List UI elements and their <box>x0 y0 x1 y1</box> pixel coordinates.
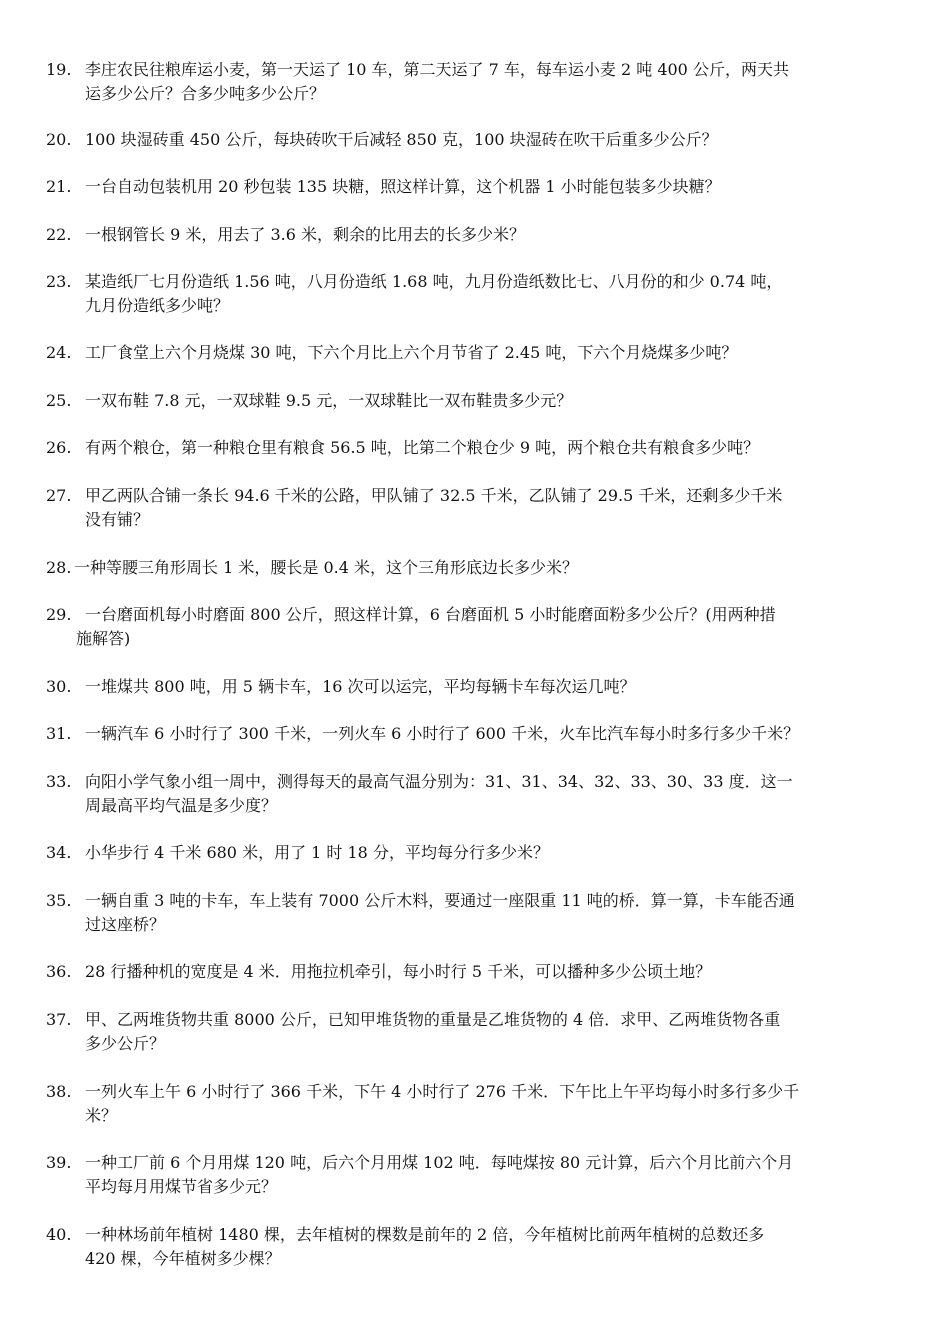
question-20 <box>46 128 906 152</box>
question-text: 一堆煤共 800 吨，用 5 辆卡车，16 次可以运完，平均每辆卡车每次运几吨？ <box>85 677 636 696</box>
question-24 <box>46 341 906 365</box>
question-text: 工厂食堂上六个月烧煤 30 吨，下六个月比上六个月节省了 2.45 吨，下六个月烧煤多少吨？ <box>85 343 738 362</box>
question-25 <box>46 389 906 413</box>
question-number: 29. <box>46 605 72 624</box>
question-text: 某造纸厂七月份造纸 1.56 吨，八月份造纸 1.68 吨，九月份造纸数比七、八月份的和少 0.74 吨， <box>85 272 783 291</box>
question-text: 李庄农民往粮库运小麦，第一天运了 10 车，第二天运了 7 车，每车运小麦 2 吨 400 公斤，两天共 <box>85 60 789 79</box>
question-number: 31. <box>46 724 72 743</box>
question-number: 24. <box>46 343 72 362</box>
question-text: 一种等腰三角形周长 1 米，腰长是 0.4 米，这个三角形底边长多少米？ <box>74 558 578 577</box>
question-text: 一台自动包装机用 20 秒包装 135 块糖，照这样计算，这个机器 1 小时能包装多少块糖？ <box>85 177 721 196</box>
question-text: 一辆汽车 6 小时行了 300 千米，一列火车 6 小时行了 600 千米，火车比汽车每小时多行多少千米？ <box>85 724 800 743</box>
question-text: 一根钢管长 9 米，用去了 3.6 米，剩余的比用去的长多少米？ <box>85 225 525 244</box>
question-text: 一双布鞋 7.8 元，一双球鞋 9.5 元，一双球鞋比一双布鞋贵多少元？ <box>85 391 573 410</box>
question-text: 平均每月用煤节省多少元？ <box>85 1177 278 1196</box>
question-number: 33. <box>46 772 72 791</box>
question-27 <box>46 484 906 532</box>
question-33 <box>46 770 906 818</box>
question-text: 一种林场前年植树 1480 棵，去年植树的棵数是前年的 2 倍，今年植树比前两年植树的总数还多 <box>85 1225 765 1244</box>
question-text: 过这座桥？ <box>85 915 166 934</box>
question-number: 25. <box>46 391 72 410</box>
question-text: 周最高平均气温是多少度？ <box>85 796 278 815</box>
question-36 <box>46 960 906 984</box>
question-38 <box>46 1080 906 1128</box>
question-31 <box>46 722 906 746</box>
question-number: 19. <box>46 60 72 79</box>
question-22 <box>46 223 906 247</box>
question-30 <box>46 675 906 699</box>
question-text: 九月份造纸多少吨？ <box>85 296 230 315</box>
question-number: 22. <box>46 225 72 244</box>
question-37 <box>46 1008 906 1056</box>
question-text: 一列火车上午 6 小时行了 366 千米，下午 4 小时行了 276 千米．下午比上午平均每小时多行多少千 <box>85 1082 800 1101</box>
question-28 <box>46 556 906 580</box>
question-19 <box>46 58 906 106</box>
question-number: 37. <box>46 1010 72 1029</box>
question-text: 一种工厂前 6 个月用煤 120 吨，后六个月用煤 102 吨．每吨煤按 80 元计算，后六个月比前六个月 <box>85 1153 794 1172</box>
question-number: 40. <box>46 1225 72 1244</box>
question-number: 30. <box>46 677 72 696</box>
question-number: 27. <box>46 486 72 505</box>
question-number: 21. <box>46 177 72 196</box>
question-text: 甲乙两队合铺一条长 94.6 千米的公路，甲队铺了 32.5 千米，乙队铺了 29.5 千米，还剩多少千米 <box>85 486 783 505</box>
question-number: 23. <box>46 272 72 291</box>
question-text: 100 块湿砖重 450 公斤，每块砖吹干后减轻 850 克，100 块湿砖在吹干后重多少公斤？ <box>85 130 718 149</box>
question-35 <box>46 889 906 937</box>
question-text: 小华步行 4 千米 680 米，用了 1 时 18 分，平均每分行多少米？ <box>85 843 549 862</box>
question-text: 没有铺？ <box>85 510 150 529</box>
question-number: 38. <box>46 1082 72 1101</box>
question-23 <box>46 270 906 318</box>
question-number: 34. <box>46 843 72 862</box>
question-29 <box>46 603 906 651</box>
question-number: 26. <box>46 438 72 457</box>
question-text: 运多少公斤？合多少吨多少公斤？ <box>85 84 326 103</box>
question-text: 28 行播种机的宽度是 4 米．用拖拉机牵引，每小时行 5 千米，可以播种多少公顷土地？ <box>85 962 712 981</box>
question-text: 420 棵，今年植树多少棵？ <box>85 1249 281 1268</box>
question-number: 20. <box>46 130 72 149</box>
question-text: 向阳小学气象小组一周中，测得每天的最高气温分别为：31、31、34、32、33、30、33 度．这一 <box>85 772 793 791</box>
question-text: 多少公斤？ <box>85 1034 166 1053</box>
question-text: 一台磨面机每小时磨面 800 公斤，照这样计算，6 台磨面机 5 小时能磨面粉多少公斤？(用两种措 <box>85 605 776 624</box>
question-text: 施解答) <box>76 629 131 648</box>
question-39 <box>46 1151 906 1199</box>
question-text: 一辆自重 3 吨的卡车，车上装有 7000 公斤木料，要通过一座限重 11 吨的桥．算一算，卡车能否通 <box>85 891 795 910</box>
question-text: 米？ <box>85 1106 118 1125</box>
question-40 <box>46 1223 906 1271</box>
question-number: 39. <box>46 1153 72 1172</box>
question-number: 35. <box>46 891 72 910</box>
question-34 <box>46 841 906 865</box>
question-21 <box>46 175 906 199</box>
question-text: 有两个粮仓，第一种粮仓里有粮食 56.5 吨，比第二个粮仓少 9 吨，两个粮仓共有粮食多少吨？ <box>85 438 760 457</box>
question-text: 甲、乙两堆货物共重 8000 公斤，已知甲堆货物的重量是乙堆货物的 4 倍．求甲、乙两堆货物各重 <box>85 1010 781 1029</box>
question-26 <box>46 436 906 460</box>
question-number: 28. <box>46 558 72 577</box>
question-number: 36. <box>46 962 72 981</box>
